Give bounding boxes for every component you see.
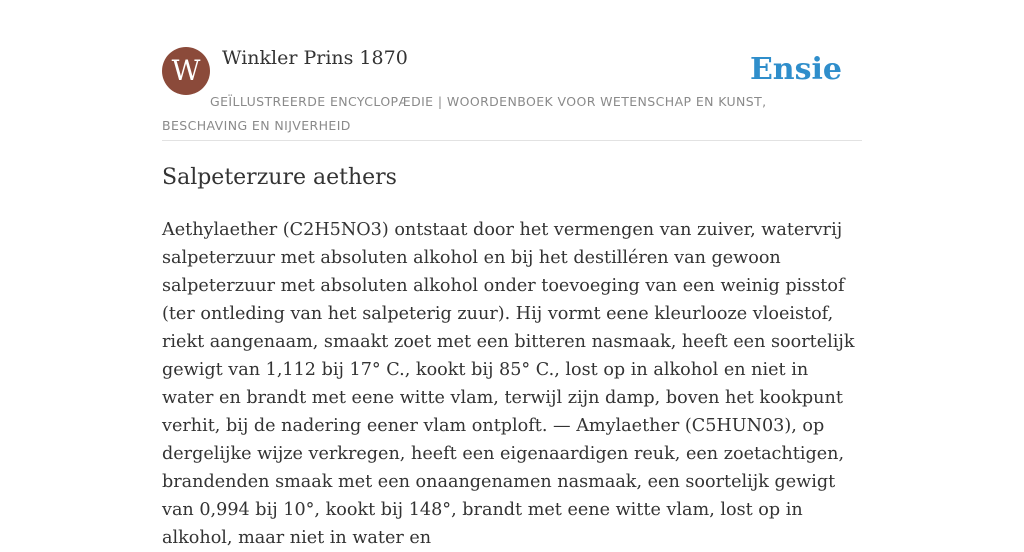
source-subtitle: GEÏLLUSTREERDE ENCYCLOPÆDIE | WOORDENBOEK VOOR WETENSCHAP EN KUNST, BESCHAVING EN NIJVERHEID — [162, 94, 767, 133]
brand-logo[interactable]: Ensie — [749, 52, 842, 87]
entry-header — [162, 46, 862, 141]
article-title: Salpeterzure aethers — [162, 165, 397, 190]
article-body: Aethylaether (C2H5NO3) ontstaat door het vermengen van zuiver, watervrij salpeterzuur met absoluten alkohol en bij het destilléren van gewoon salpeterzuur met absoluten alkohol onder toevoeging van een weinig pisstof (ter ontleding van het salpeterig zuur). Hij vormt eene kleurlooze vloeistof, riekt aangenaam, smaakt zoet met een bitteren nasmaak, heeft een soortelijk gewigt van 1,112 bij 17° C., kookt bij 85° C., lost op in alkohol en niet in water en brandt met eene witte vlam, terwijl zijn damp, boven het kookpunt verhit, bij de nadering eener vlam ontploft. — Amylaether (C5HUN03), op dergelijke wijze verkregen, heeft een eigenaardigen reuk, een zoetachtigen, brandenden smaak met een onaangenamen nasmaak, een soortelijk gewigt van 0,994 bij 10°, kookt bij 148°, brandt met eene witte vlam, lost op in alkohol, maar niet in water en — [162, 220, 855, 548]
source-title[interactable]: Winkler Prins 1870 — [222, 47, 408, 69]
source-avatar[interactable]: W — [162, 47, 210, 95]
